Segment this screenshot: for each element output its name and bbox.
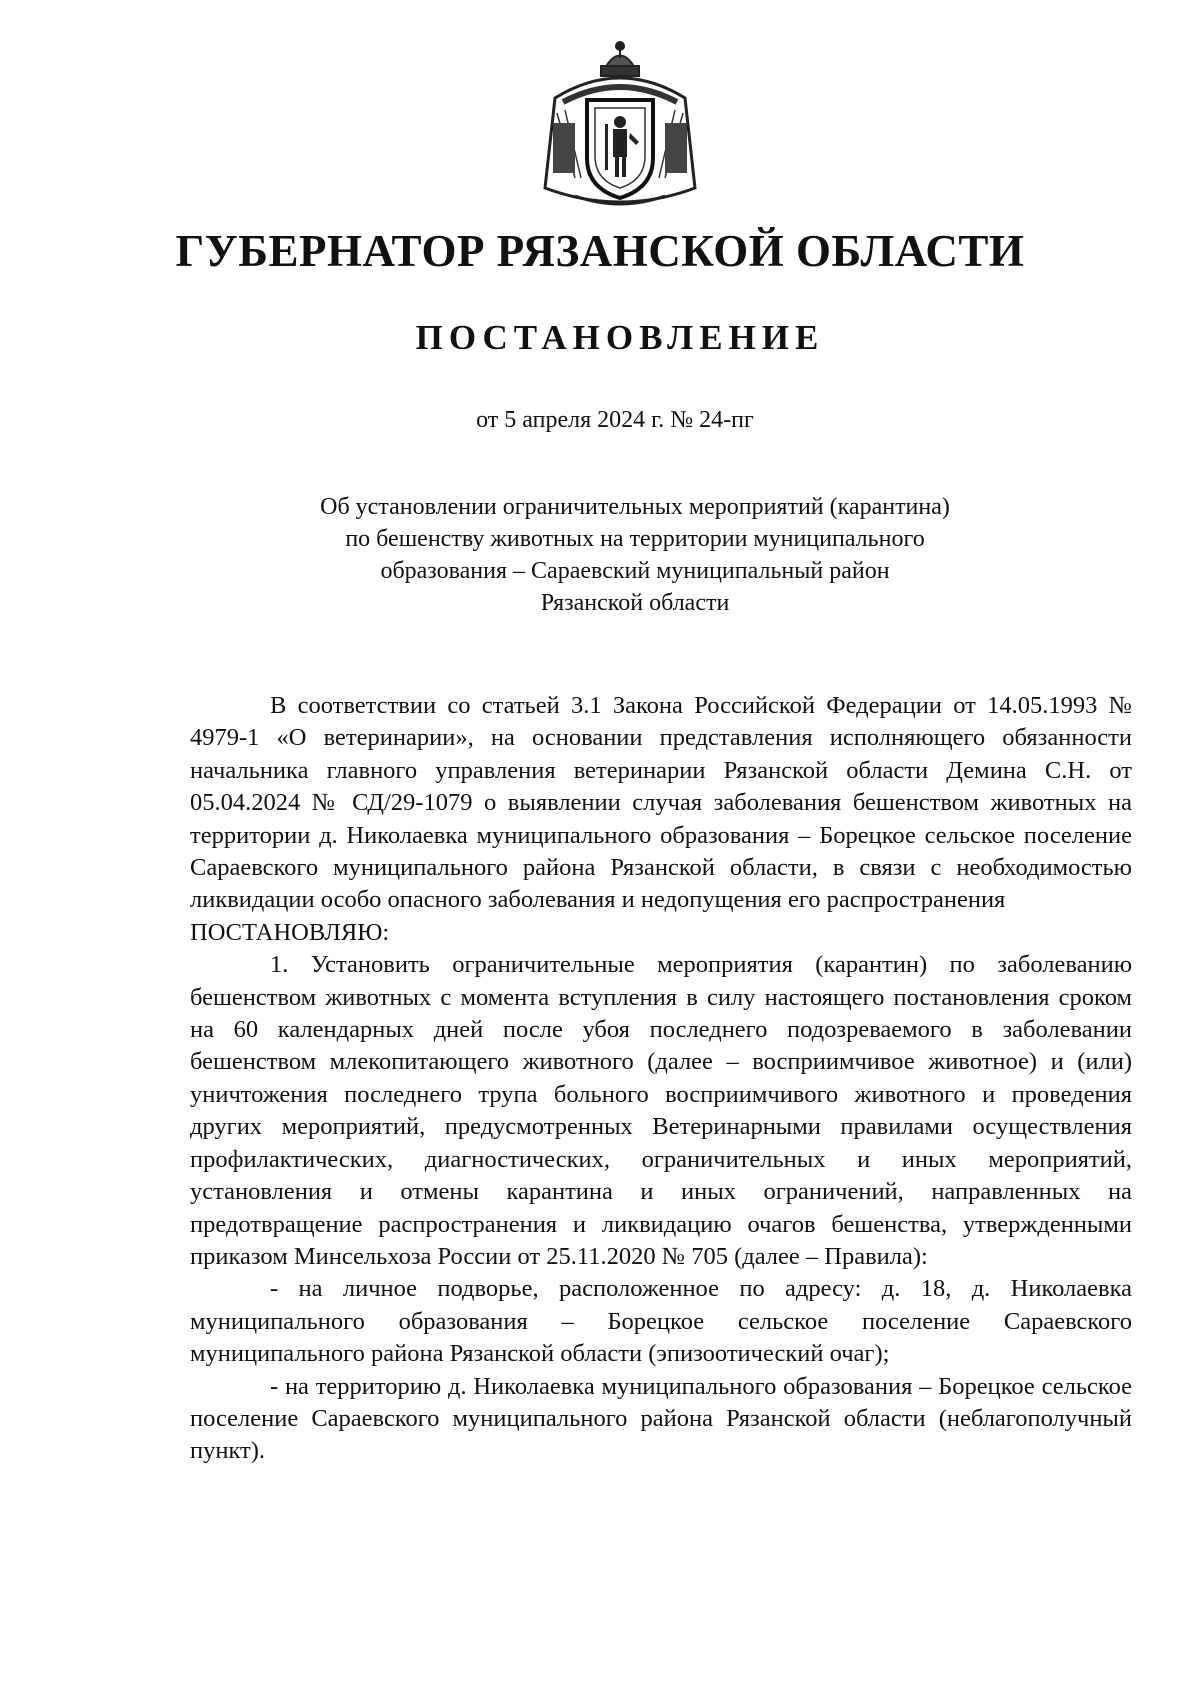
item-1-subitem-b: - на территорию д. Николаевка муниципального образования – Борецкое сельское поселение Сараевского муниципального района Рязанской области (неблагополучный пункт).	[190, 1372, 1132, 1465]
item-1-paragraph: 1. Установить ограничительные мероприятия (карантин) по заболеванию бешенством животных с момента вступления в силу настоящего постановления сроком на 60 календарных дней после убоя последнего подозреваемого в заболевании бешенством млекопитающего животного (далее – восприимчивое животное) и (или) уничтожения последнего трупа больного восприимчивого животного и проведения других мероприятий, предусмотренных Ветеринарными правилами осуществления профилактических, диагностических, ограничительных и иных мероприятий, установления и отмены карантина и иных ограничений, направленных на предотвращение распространения и ликвидацию очагов бешенства, утвержденными приказом Минсельхоза России от 25.11.2020 № 705 (далее – Правила):	[190, 951, 1132, 1270]
document-body	[190, 690, 1132, 1468]
document-type-heading: ПОСТАНОВЛЕНИЕ	[415, 318, 825, 357]
preamble-paragraph: В соответствии со статьей 3.1 Закона Российской Федерации от 14.05.1993 № 4979-1 «О ветеринарии», на основании представления исполняющего обязанности начальника главного управления ветеринарии Рязанской области Демина С.Н. от 05.04.2024 № СД/29-1079 о выявлении случая заболевания бешенством животных на территории д. Николаевка муниципального образования – Борецкое сельское поселение Сараевского муниципального района Рязанской области, в связи с необходимостью ликвидации особо опасного заболевания и недопущения его распространения	[190, 692, 1132, 914]
item-1-subitem-a: - на личное подворье, расположенное по адресу: д. 18, д. Николаевка муниципального образования – Борецкое сельское поселение Сараевского муниципального района Рязанской области (эпизоотический очаг);	[190, 1275, 1132, 1368]
title-line: образования – Сараевский муниципальный район	[380, 558, 890, 584]
authority-heading: ГУБЕРНАТОР РЯЗАНСКОЙ ОБЛАСТИ	[175, 226, 1025, 276]
document-date-number: от 5 апреля 2024 г. № 24-пг	[476, 407, 754, 433]
decree-word: ПОСТАНОВЛЯЮ:	[190, 918, 390, 946]
title-line: Об установлении ограничительных мероприятий (карантина)	[320, 494, 950, 520]
title-line: Рязанской области	[540, 590, 730, 616]
title-line: по бешенству животных на территории муниципального	[345, 526, 925, 552]
coat-of-arms-icon	[535, 38, 705, 216]
document-title	[280, 491, 990, 619]
